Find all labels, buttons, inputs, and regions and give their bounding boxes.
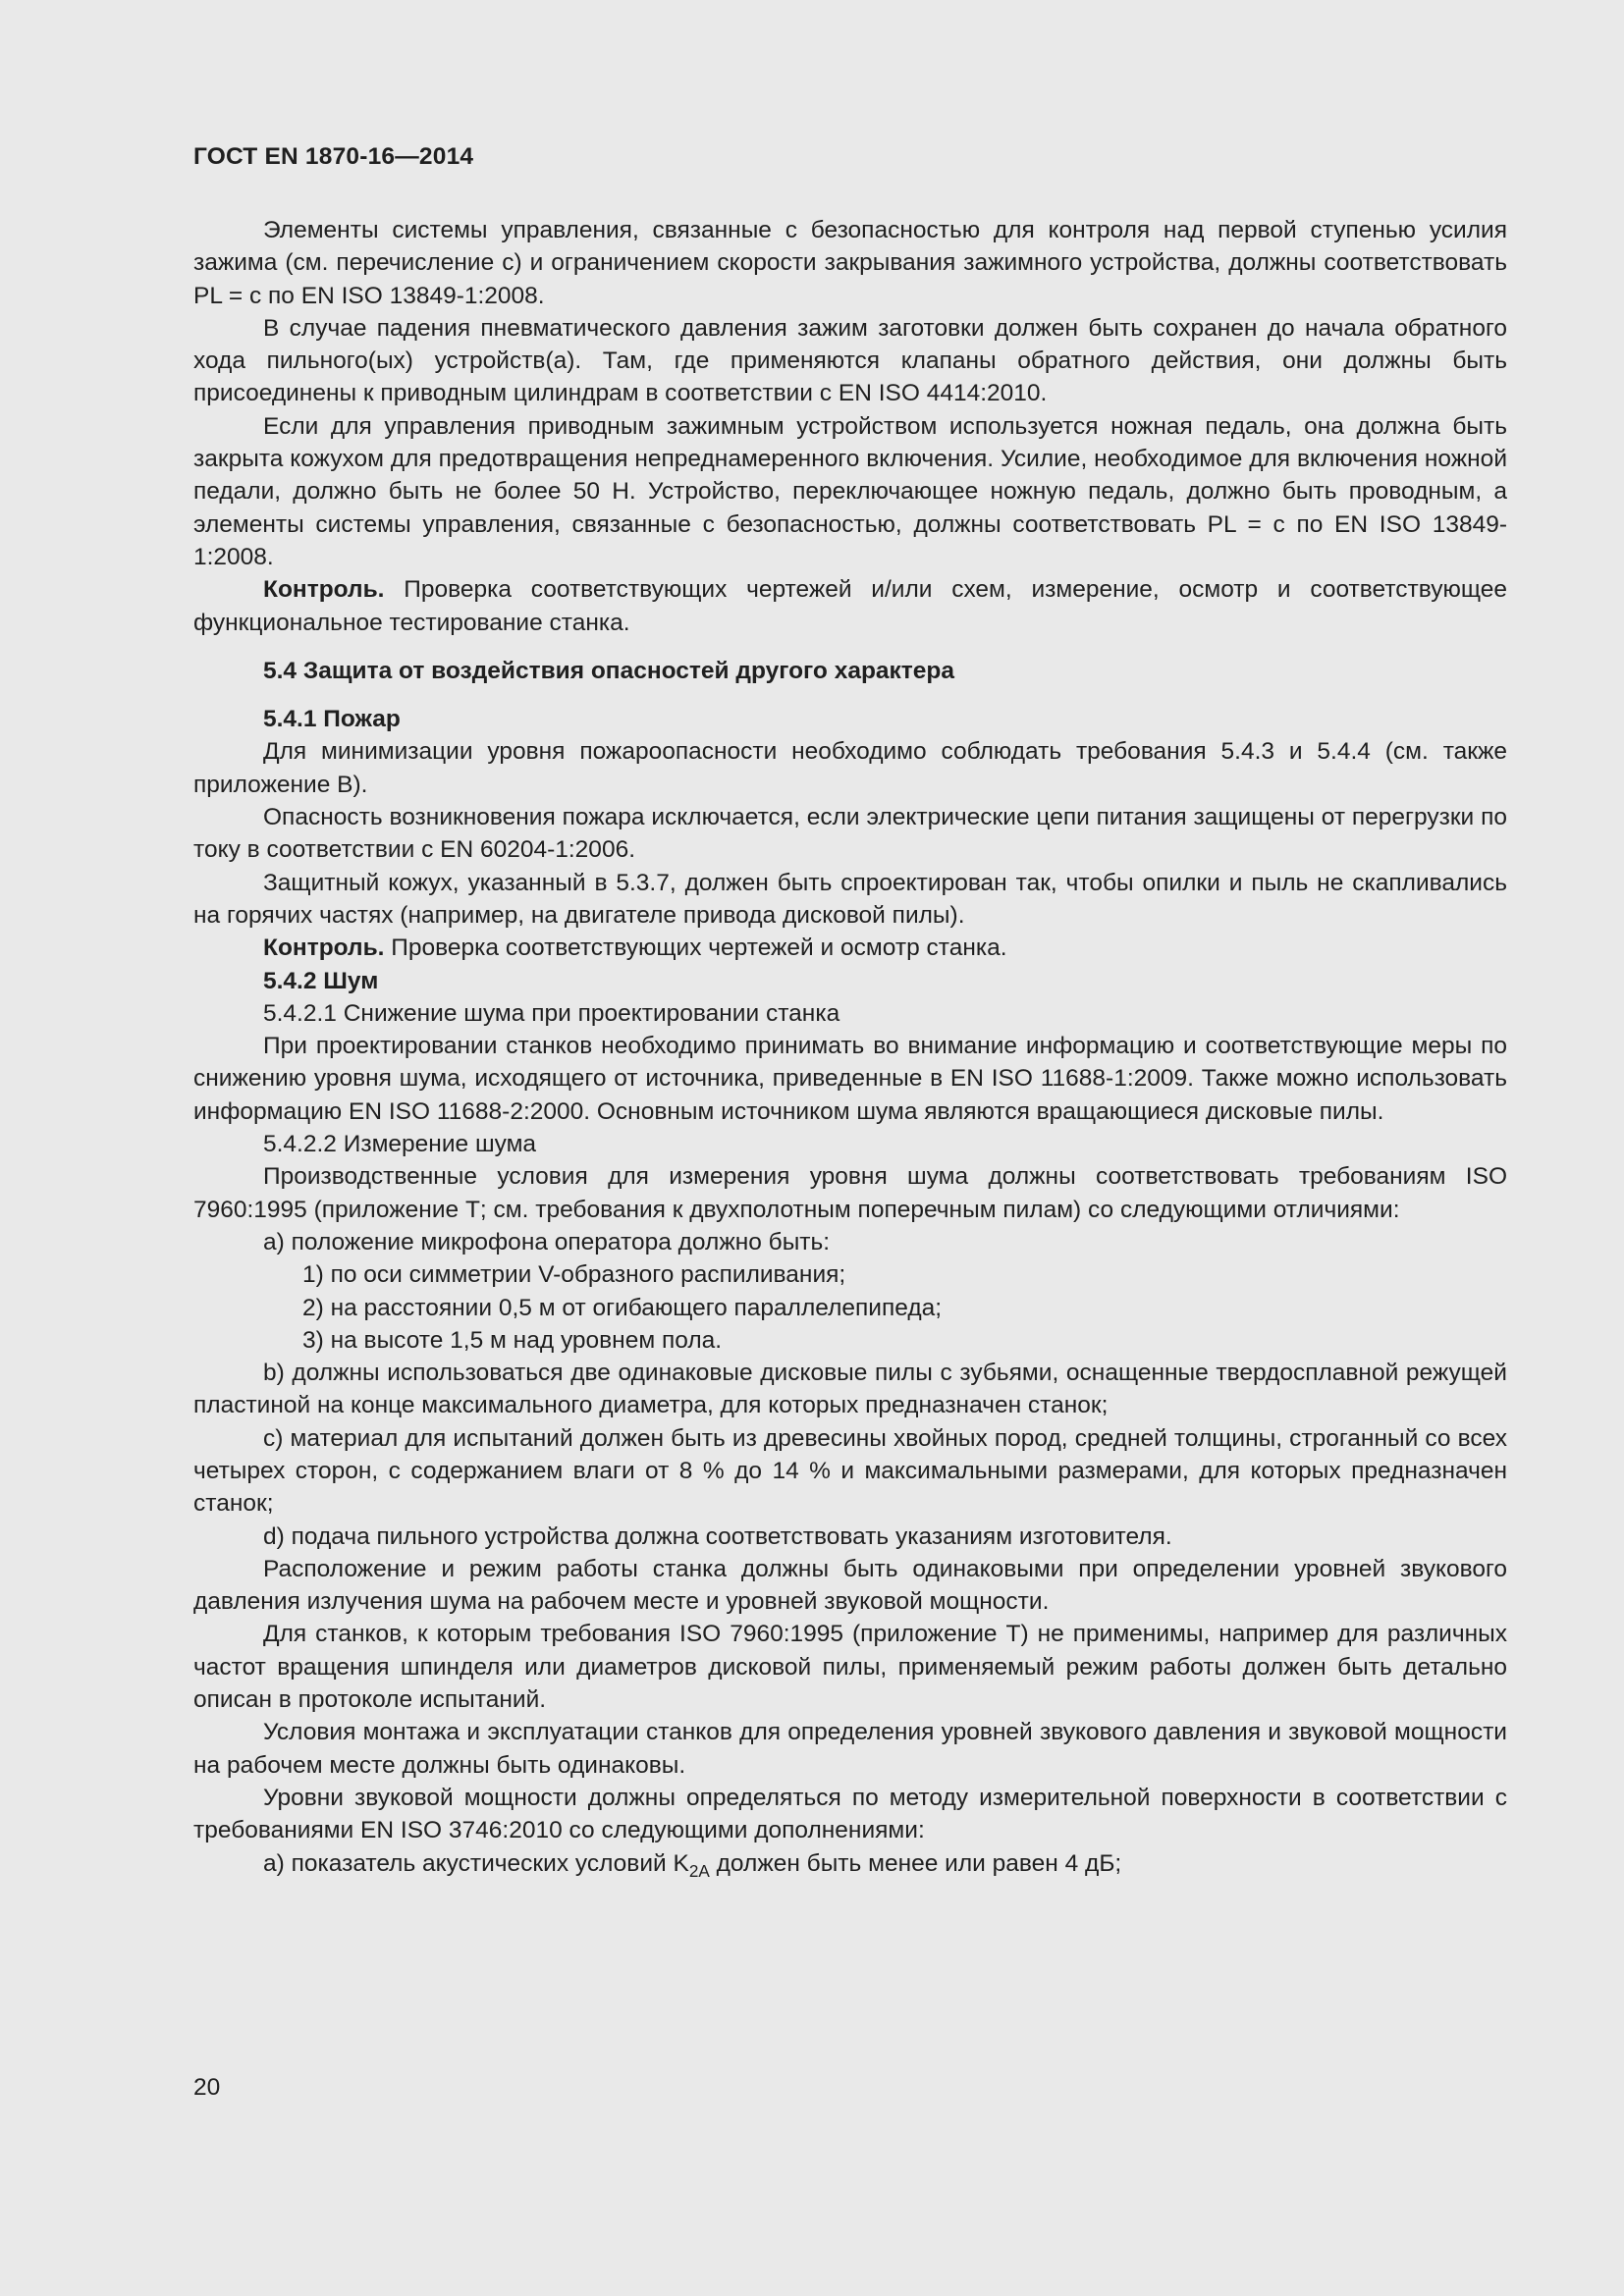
paragraph: Для станков, к которым требования ISO 7960:1995 (приложение Т) не применимы, например для различных частот вращения шпинделя или диаметров дисковой пилы, применяемый режим работы должен быть детально описан в протоколе испытаний. xyxy=(193,1621,1507,1714)
control-paragraph xyxy=(193,573,1507,639)
document-body xyxy=(193,214,1507,1880)
paragraph: Условия монтажа и эксплуатации станков для определения уровней звукового давления и звуковой мощности на рабочем месте должны быть одинаковы. xyxy=(193,1719,1507,1779)
document-page xyxy=(193,143,1507,1880)
paragraph: Если для управления приводным зажимным устройством используется ножная педаль, она должна быть закрыта кожухом для предотвращения непреднамеренного включения. Усилие, необходимое для включения ножной педали, должно быть не более 50 Н. Устройство, переключающее ножную педаль, должно быть проводным, а элементы системы управления, связанные с безопасностью, должны соответствовать PL = с по EN ISO 13849-1:2008. xyxy=(193,412,1507,570)
paragraph: При проектировании станков необходимо принимать во внимание информацию и соответствующие меры по снижению уровня шума, исходящего от источника, приведенные в EN ISO 11688-1:2009. Также можно использовать информацию EN ISO 11688-2:2000. Основным источником шума являются вращающиеся дисковые пилы. xyxy=(193,1033,1507,1125)
list-item-3: 3) на высоте 1,5 м над уровнем пола. xyxy=(302,1326,723,1354)
list-item-a-acoustic xyxy=(193,1847,1507,1880)
paragraph: Опасность возникновения пожара исключается, если электрические цепи питания защищены от перегрузки по току в соответствии с EN 60204-1:2006. xyxy=(193,804,1507,864)
control-paragraph xyxy=(193,932,1507,964)
control-text: Проверка соответствующих чертежей и/или схем, измерение, осмотр и соответствующее функциональное тестирование станка. xyxy=(193,576,1507,636)
list-item-1: 1) по оси симметрии V-образного распиливания; xyxy=(302,1261,846,1289)
paragraph: Расположение и режим работы станка должны быть одинаковыми при определении уровней звукового давления излучения шума на рабочем месте и уровней звуковой мощности. xyxy=(193,1555,1507,1616)
list-item-text: а) показатель акустических условий K xyxy=(263,1849,689,1877)
paragraph: Для минимизации уровня пожароопасности необходимо соблюдать требования 5.4.3 и 5.4.4 (см. также приложение В). xyxy=(193,738,1507,798)
list-item-a: а) положение микрофона оператора должно быть: xyxy=(263,1228,831,1255)
clause-heading-5-4-2-1: 5.4.2.1 Снижение шума при проектировании станка xyxy=(263,999,840,1027)
list-item-c: с) материал для испытаний должен быть из древесины хвойных пород, средней толщины, строганный со всех четырех сторон, с содержанием влаги от 8 % до 14 % и максимальными размерами, для которых предназначен станок; xyxy=(193,1424,1507,1518)
subsection-heading-5-4-2: 5.4.2 Шум xyxy=(263,967,379,994)
subsection-heading-5-4-1: 5.4.1 Пожар xyxy=(263,706,401,733)
page-number: 20 xyxy=(193,2074,221,2101)
paragraph: Элементы системы управления, связанные с безопасностью для контроля над первой ступенью усилия зажима (см. перечисление с) и ограничением скорости закрывания зажимного устройства, должны соответствовать PL = с по EN ISO 13849-1:2008. xyxy=(193,217,1507,309)
paragraph: Уровни звуковой мощности должны определяться по методу измерительной поверхности в соответствии с требованиями EN ISO 3746:2010 со следующими дополнениями: xyxy=(193,1784,1507,1844)
control-text: Проверка соответствующих чертежей и осмотр станка. xyxy=(384,934,1007,962)
standard-header: ГОСТ EN 1870-16—2014 xyxy=(193,143,474,170)
paragraph: Защитный кожух, указанный в 5.3.7, должен быть спроектирован так, чтобы опилки и пыль не скапливались на горячих частях (например, на двигателе привода дисковой пилы). xyxy=(193,869,1507,929)
list-item-text: должен быть менее или равен 4 дБ; xyxy=(709,1849,1122,1877)
clause-heading-5-4-2-2: 5.4.2.2 Измерение шума xyxy=(263,1131,537,1158)
list-item-2: 2) на расстоянии 0,5 м от огибающего параллелепипеда; xyxy=(302,1294,943,1321)
paragraph: В случае падения пневматического давления зажим заготовки должен быть сохранен до начала обратного хода пильного(ых) устройств(а). Там, где применяются клапаны обратного действия, они должны быть присоединены к приводным цилиндрам в соответствии с EN ISO 4414:2010. xyxy=(193,314,1507,407)
subscript: 2A xyxy=(688,1860,710,1881)
paragraph: Производственные условия для измерения уровня шума должны соответствовать требованиям ISO 7960:1995 (приложение Т; см. требования к двухполотным поперечным пилам) со следующими отличиями: xyxy=(193,1163,1507,1223)
list-item-d: d) подача пильного устройства должна соответствовать указаниям изготовителя. xyxy=(263,1522,1172,1550)
control-label: Контроль. xyxy=(263,934,385,962)
control-label: Контроль. xyxy=(263,576,385,604)
section-heading-5-4: 5.4 Защита от воздействия опасностей другого характера xyxy=(263,657,955,684)
list-item-b: b) должны использоваться две одинаковые дисковые пилы с зубьями, оснащенные твердосплавной режущей пластиной на конце максимального диаметра, для которых предназначен станок; xyxy=(193,1360,1507,1419)
